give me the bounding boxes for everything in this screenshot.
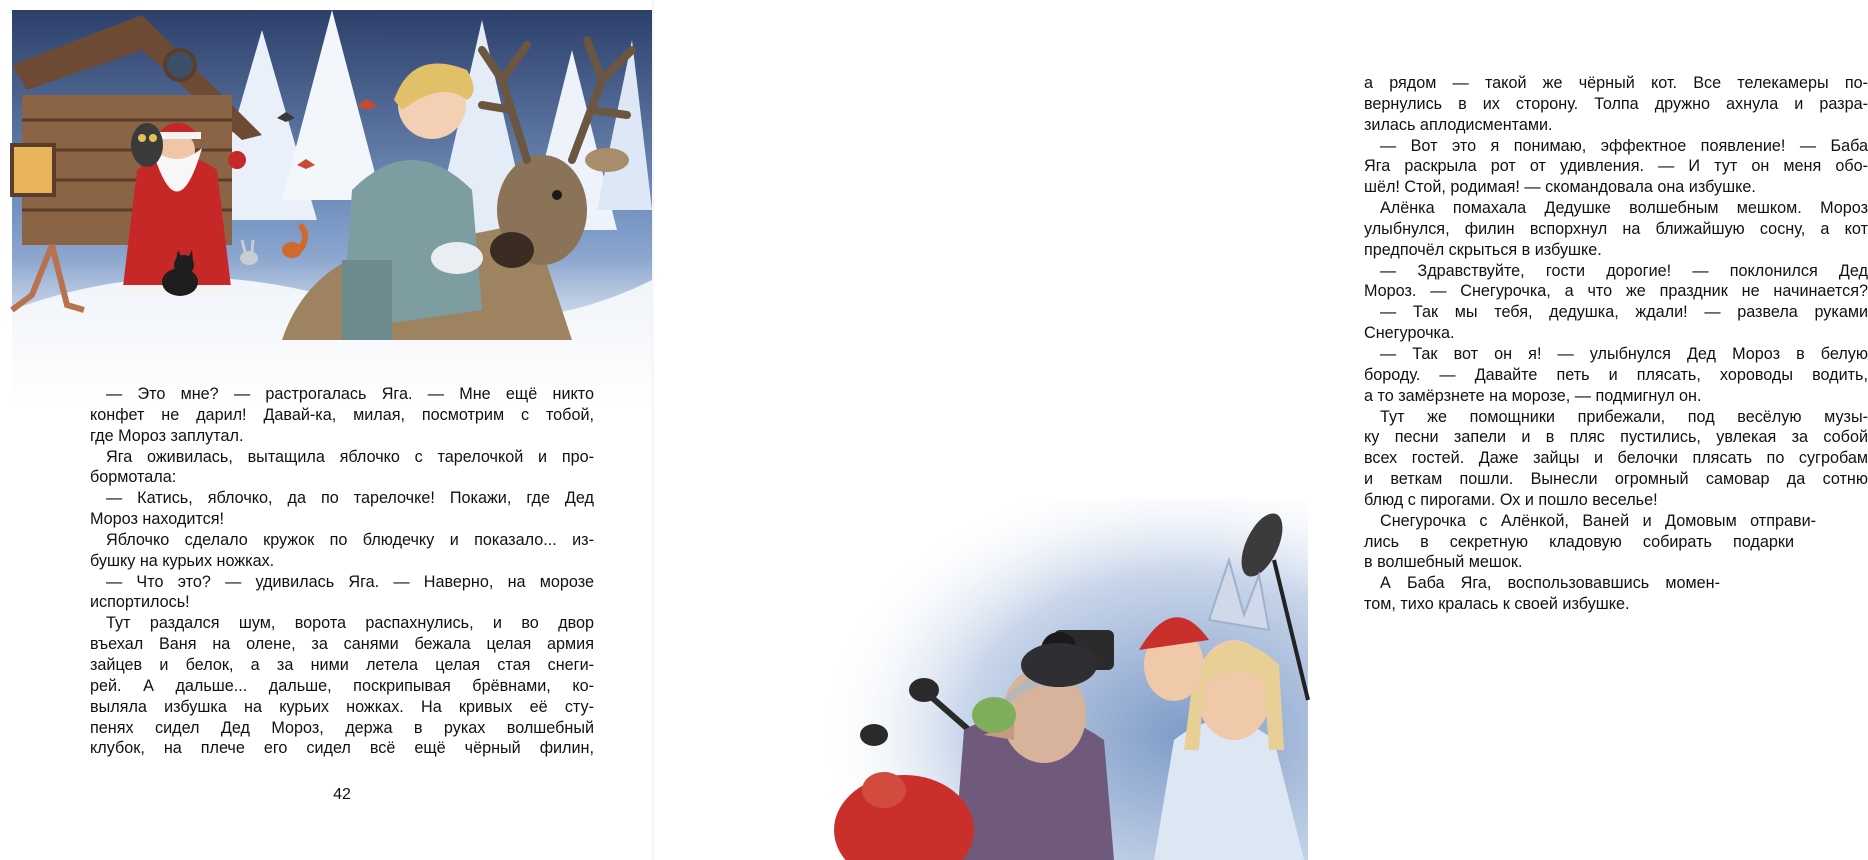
text-line: всех гостей. Даже зайцы и белочки плясать по сугробам bbox=[1364, 449, 1868, 468]
text-line: — Так вот он я! — улыбнулся Дед Мороз в белую bbox=[1380, 344, 1868, 363]
text-line: Тут раздался шум, ворота распахнулись, и во двор bbox=[106, 614, 594, 633]
text-line: Мороз находится! bbox=[90, 510, 224, 529]
text-line: клубок, на плече его сидел всё ещё чёрный филин, bbox=[90, 739, 594, 758]
text-line: в волшебный мешок. bbox=[1364, 553, 1523, 572]
text-line: Яга раскрыла рот от удивления. — И тут он меня обо- bbox=[1364, 157, 1868, 176]
page-number: 42 bbox=[333, 786, 351, 803]
text-line: — Вот это я понимаю, эффектное появление! — Баба bbox=[1380, 136, 1868, 155]
text-line: — Так мы тебя, дедушка, ждали! — развела руками bbox=[1380, 303, 1868, 322]
text-line: Мороз. — Снегурочка, а что же праздник не начинается? bbox=[1364, 282, 1868, 301]
text-line: а то замёрзнете на морозе, — подмигнул он. bbox=[1364, 386, 1702, 405]
top-illustration bbox=[12, 10, 652, 410]
text-line: пенях сидел Дед Мороз, держа в руках волшебный bbox=[90, 718, 594, 737]
text-line: Яга оживилась, вытащила яблочко с тарелочкой и про- bbox=[106, 447, 594, 466]
text-line: предпочёл скрыться в избушке. bbox=[1364, 240, 1602, 259]
text-line: бороду. — Давайте петь и плясать, хороводы водить, bbox=[1364, 365, 1868, 384]
text-line: — Катись, яблочко, да по тарелочке! Покажи, где Дед bbox=[106, 489, 594, 508]
text-line: блюд с пирогами. Ох и пошло веселье! bbox=[1364, 490, 1658, 509]
text-line: зилась аплодисментами. bbox=[1364, 115, 1553, 134]
text-line: бушку на курьих ножках. bbox=[90, 551, 275, 570]
text-line: конфет не дарил! Давай-ка, милая, посмотрим с тобой, bbox=[90, 405, 594, 424]
text-line: бормотала: bbox=[90, 468, 177, 487]
text-line: Яблочко сделало кружок по блюдечку и показало... из- bbox=[106, 530, 594, 549]
text-line: Тут же помощники прибежали, под весёлую музы- bbox=[1380, 407, 1868, 426]
owl-icon bbox=[131, 123, 163, 167]
text-line: зайцев и белок, а за ними летела целая стая снеги- bbox=[90, 655, 594, 674]
text-line: том, тихо кралась к своей избушке. bbox=[1364, 595, 1630, 614]
text-line: где Мороз заплутал. bbox=[90, 426, 244, 445]
text-line: Снегурочка. bbox=[1364, 324, 1455, 343]
bottom-illustration bbox=[814, 500, 1308, 860]
left-page bbox=[0, 0, 654, 860]
text-line: и веткам пошли. Вынесли огромный самовар да сотню bbox=[1364, 470, 1868, 489]
right-page-text bbox=[1364, 73, 1868, 615]
text-line: испортилось! bbox=[90, 593, 190, 612]
text-line: Снегурочка с Алёнкой, Ваней и Домовым отправи- bbox=[1380, 511, 1816, 530]
text-line: вернулись в их сторону. Толпа дружно ахнула и разра- bbox=[1364, 94, 1868, 113]
text-line: А Баба Яга, воспользовавшись момен- bbox=[1380, 574, 1720, 593]
text-line: ку песни запели и в пляс пустились, увлекая за собой bbox=[1364, 428, 1868, 447]
text-line: Алёнка помахала Дедушке волшебным мешком. Мороз bbox=[1380, 199, 1868, 218]
text-line: улыбнулся, филин вспорхнул на ближайшую сосну, а кот bbox=[1364, 219, 1868, 238]
text-line: выляла избушка на курьих ножках. На кривых её сту- bbox=[90, 697, 594, 716]
right-page bbox=[654, 0, 1868, 860]
text-line: въехал Ваня на олене, за санями бежала целая армия bbox=[90, 635, 594, 654]
left-page-text bbox=[90, 384, 594, 759]
text-line: — Это мне? — растрогалась Яга. — Мне ещё никто bbox=[106, 385, 594, 403]
text-line: — Здравствуйте, гости дорогие! — поклонился Дед bbox=[1380, 261, 1868, 280]
text-line: шёл! Стой, родимая! — скомандовала она избушке. bbox=[1364, 178, 1756, 197]
text-line: а рядом — такой же чёрный кот. Все телекамеры по- bbox=[1364, 74, 1868, 92]
text-line: рей. А дальше... дальше, поскрипывая брёвнами, ко- bbox=[90, 676, 594, 695]
text-line: лись в секретную кладовую собирать подарки bbox=[1364, 532, 1794, 551]
text-line: — Что это? — удивилась Яга. — Наверно, на морозе bbox=[106, 572, 594, 591]
